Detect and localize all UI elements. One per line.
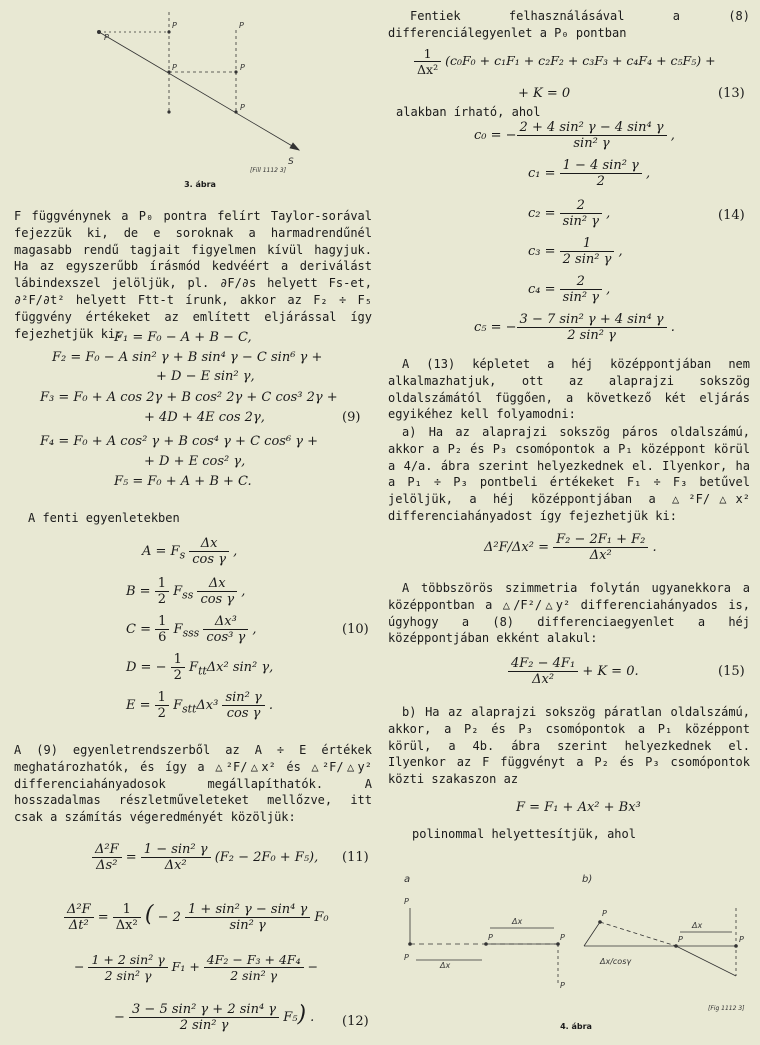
eq14-c0: c₀ = − $\frac{\text{2 + 4 sin² γ − 4 sin⁴ γ}}{\text{sin² γ}}$ ,	[474, 120, 675, 151]
fig3-label-p4: P	[240, 63, 245, 72]
right-para-3: A (13) képletet a héj középpontjában nem alkalmazhatjuk, ott az alaprajzi sokszög oldalszámától függően, a következő két eljárás egyikéhez kell folyamodni:	[388, 357, 750, 422]
fig3-label-p3: P	[172, 63, 177, 72]
eq11-number: (11)	[342, 850, 369, 865]
right-para-4: a) Ha az alaprajzi sokszög páros oldalszámú, akkor a P₂ és P₃ csomópontok a P₁ középpont körül a 4/a. ábra szerint helyezkednek el. Ilyenkor, ha a P₁ ÷ P₃ pontbeli értékeket F₁ ÷ F₃ betűvel jelöljük, a héj középpontjában a △²F/△x² differenciahányadost így fejezhetjük ki:	[388, 425, 750, 523]
eq9-line-6: F₄ = F₀ + A cos² γ + B cos⁴ γ + C cos⁶ γ +	[40, 434, 319, 449]
eq9-line-7: + D + E cos² γ,	[144, 454, 246, 469]
right-para-5: A többszörös szimmetria folytán ugyanekkora a középpontban a △/F²/△y² differenciahányados is, úgyhogy a (8) differenciaegyenlet a héj középpontjában ekként alakul:	[388, 581, 750, 646]
fig4-p-8: P	[739, 935, 744, 944]
eq10-a: $A = F_s$ $\frac{\Delta x}{\text{cos γ}}$ ,	[142, 536, 238, 567]
fig3-label-p5: P	[240, 103, 245, 112]
fig4-p-4: P	[560, 933, 565, 942]
fig3-caption: 3. ábra	[184, 180, 216, 189]
right-para-6: b) Ha az alaprajzi sokszög páratlan oldalszámú, akkor, a P₂ és P₃ csomópontok a P₁ középpont körül, a 4b. ábra szerint helyezkednek el. Ilyenkor az F függvényt a P₂ és P₃ csomópontok közti szakaszon az	[388, 705, 750, 787]
eq12-number: (12)	[342, 1014, 369, 1029]
fig3-label-p0: P	[104, 33, 109, 42]
eq9-line-3: + D − E sin² γ,	[156, 369, 255, 384]
fig4-p-1: P	[404, 897, 409, 906]
fig4-p-3: P	[488, 933, 493, 942]
eq9-line-4: F₃ = F₀ + A cos 2γ + B cos² 2γ + C cos³ 2γ +	[40, 390, 338, 405]
eq14-c1: c₁ = $\frac{\text{1 − 4 sin² γ}}{2}$ ,	[528, 158, 651, 189]
left-para-1: F függvénynek a P₀ pontra felírt Taylor-sorával fejezzük ki, de e soroknak a harmadrendűnél magasabb rendű tagjait figyelmen kívül hagyjuk. Ha az egyszerűbb írásmód kedvéért a deriválást lábindexszel jelöljük, pl. ∂F/∂s helyett Fs-et, ∂²F/∂t² helyett Ftt-t írunk, akkor az F₂ ÷ F₅ függvény értékeket az említett eljárással így fejezhetjük ki:	[14, 209, 372, 341]
eq9-line-2: F₂ = F₀ − A sin² γ + B sin⁴ γ − C sin⁶ γ +	[52, 350, 323, 365]
figure-3	[14, 0, 386, 180]
eq10-e: E = $\frac{1}{2}$ $F_{stt}\Delta x^3$ $\frac{\text{sin² γ}}{\text{cos γ}}$ .	[126, 690, 274, 721]
right-para-7: polinommal helyettesítjük, ahol	[412, 827, 636, 841]
fig4-p-5: P	[560, 981, 565, 990]
equation-12-line-3: − $\frac{\text{3 − 5 sin² γ + 2 sin⁴ γ}}{\text{2 sin² γ}}$ F₅) .	[114, 1002, 315, 1033]
left-para-3: A (9) egyenletrendszerből az A ÷ E értékek meghatározhatók, és így a △²F/△x² és △²F/△y² differenciahányadosok megállapíthatók. A hosszadalmas részletműveleteket mellőzve, itt csak a számítás végeredményét közöljük:	[14, 743, 372, 825]
equation-12-line-1: $\frac{\text{Δ²F}}{\text{Δt²}}$ = $\frac{1}{\text{Δx²}}$ ( − 2 $\frac{\text{1 + sin² γ − sin⁴ γ}}{\text{sin² γ}}$ F₀	[64, 902, 329, 933]
eq13-number: (13)	[718, 86, 745, 101]
eq10-b: B = $\frac{1}{2}$ $F_{ss}$ $\frac{\Delta x}{\text{cos γ}}$ ,	[126, 576, 246, 607]
fig3-ref: [Fill 1112 3]	[250, 167, 287, 174]
right-para-1: Fentiek felhasználásával a (8) differenciálegyenlet a P₀ pontban	[388, 9, 750, 40]
eq14-c3: c₃ = $\frac{1}{\text{2 sin² γ}}$ ,	[528, 236, 623, 267]
fig4-p-2: P	[404, 953, 409, 962]
fig4-dxcos: Δx/cosγ	[600, 957, 632, 966]
eq14-c5: c₅ = − $\frac{\text{3 − 7 sin² γ + 4 sin⁴ γ}}{\text{2 sin² γ}}$ .	[474, 312, 675, 343]
right-para-2: alakban írható, ahol	[396, 105, 541, 119]
eq14-c2: c₂ = $\frac{2}{\text{sin² γ}}$ ,	[528, 198, 611, 229]
fig4-dx-1: Δx	[512, 917, 523, 926]
fig4-p-6: P	[602, 909, 607, 918]
eq14-c4: c₄ = $\frac{2}{\text{sin² γ}}$ ,	[528, 274, 611, 305]
eq15-number: (15)	[718, 664, 745, 679]
equation-13: $\frac{1}{\text{Δx²}}$ (c₀F₀ + c₁F₁ + c₂F₂ + c₃F₃ + c₄F₄ + c₅F₅) +	[414, 46, 716, 77]
fig4-ref: [Fig 1112 3]	[708, 1005, 745, 1012]
fig3-label-s: S	[288, 157, 294, 167]
equation-15: $\frac{\text{4F₂ − 4F₁}}{\text{Δx²}}$ + K = 0.	[508, 656, 639, 687]
fig4-label-a: a	[404, 874, 411, 885]
eq9-line-5: + 4D + 4E cos 2γ,	[144, 410, 265, 425]
fig4-dx-3: Δx	[692, 921, 703, 930]
equation-12-line-2: − $\frac{\text{1 + 2 sin² γ}}{\text{2 sin² γ}}$ F₁ + $\frac{\text{4F₂ − F₃ + 4F₄}}{\text{2 sin² γ}}$ −	[74, 952, 319, 983]
eq10-number: (10)	[342, 622, 369, 637]
equation-11: $\frac{\text{Δ²F}}{\text{Δs²}}$ = $\frac{\text{1 − sin² γ}}{\text{Δx²}}$ (F₂ − 2F₀ + F₅),	[92, 842, 318, 873]
fig4-dx-2: Δx	[440, 961, 451, 970]
eq10-d: D = − $\frac{1}{2}$ $F_{tt}\Delta x^2$ sin² γ,	[126, 652, 274, 683]
left-para-2: A fenti egyenletekben	[28, 511, 180, 525]
figure-4	[396, 868, 756, 1028]
eq9-line-1: F₁ = F₀ − A + B − C,	[114, 330, 252, 345]
eq9-number: (9)	[342, 410, 361, 425]
eq9-line-8: F₅ = F₀ + A + B + C.	[114, 474, 252, 489]
equation-13-line-2: + K = 0	[518, 86, 571, 101]
eq10-c: C = $\frac{1}{6}$ $F_{sss}$ $\frac{\text{Δx³}}{\text{cos³ γ}}$ ,	[126, 614, 257, 645]
fig4-p-7: P	[678, 935, 683, 944]
equation-b: F = F₁ + Ax² + Bx³	[516, 800, 641, 815]
equation-a: Δ²F/Δx² = $\frac{\text{F₂ − 2F₁ + F₂}}{\text{Δx²}}$ .	[484, 532, 657, 563]
fig4-label-b: b)	[582, 874, 593, 885]
eq14-number: (14)	[718, 208, 745, 223]
fig4-caption: 4. ábra	[560, 1022, 592, 1031]
fig3-label-p1: P	[172, 21, 177, 30]
fig3-label-p2: P	[239, 21, 244, 30]
